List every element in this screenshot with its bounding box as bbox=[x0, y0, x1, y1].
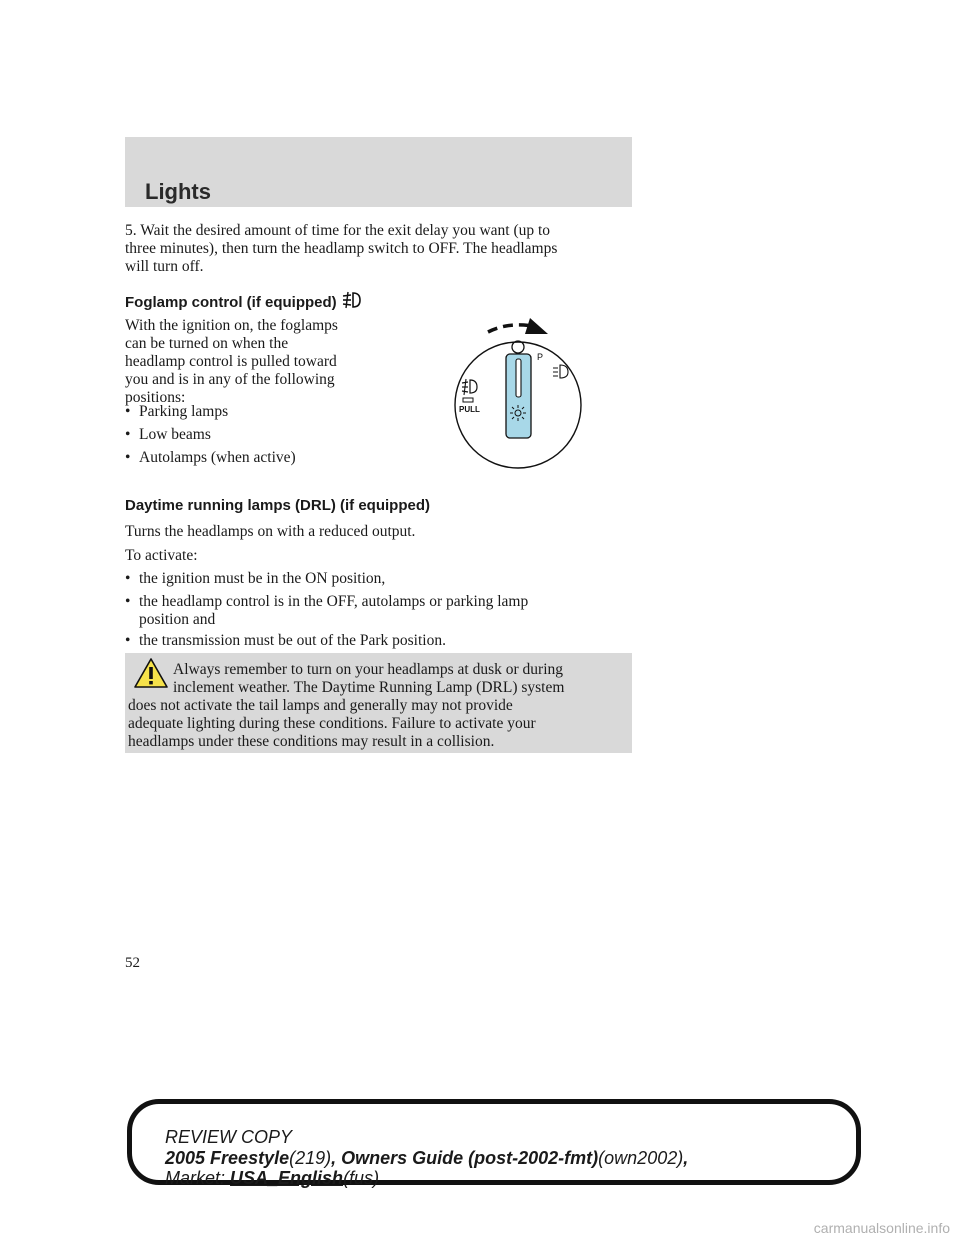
list-item-text: Autolamps (when active) bbox=[139, 449, 296, 466]
review-guide-code: (own2002) bbox=[598, 1148, 684, 1168]
warning-line: headlamps under these conditions may result in a collision. bbox=[128, 733, 495, 750]
list-item-continuation: position and bbox=[139, 611, 216, 628]
review-market-label: Market: bbox=[165, 1168, 226, 1188]
section-header bbox=[125, 137, 632, 207]
review-market: USA_English bbox=[230, 1168, 344, 1188]
bullet-dot: • bbox=[125, 426, 131, 443]
bullet-dot: • bbox=[125, 593, 131, 610]
foglamp-heading bbox=[125, 290, 363, 311]
warning-line: inclement weather. The Daytime Running Lamp (DRL) system bbox=[173, 679, 565, 696]
drl-intro: Turns the headlamps on with a reduced output. bbox=[125, 523, 416, 540]
drl-heading: Daytime running lamps (DRL) (if equipped) bbox=[125, 497, 431, 514]
review-title: REVIEW COPY bbox=[165, 1127, 293, 1147]
foglamp-line-5: positions: bbox=[125, 389, 186, 406]
review-model: 2005 Freestyle bbox=[165, 1148, 290, 1168]
step-5-line-3: will turn off. bbox=[125, 258, 204, 275]
rotation-arrow-icon bbox=[488, 318, 548, 334]
bullet-dot: • bbox=[125, 570, 131, 587]
knob-indicator bbox=[516, 359, 521, 397]
list-item-text: the ignition must be in the ON position, bbox=[139, 570, 386, 587]
drl-activate: To activate: bbox=[125, 547, 198, 564]
list-item-text: Parking lamps bbox=[139, 403, 229, 420]
parking-position-label: P bbox=[537, 352, 544, 362]
warning-text-2 bbox=[128, 697, 628, 751]
foglamp-line-1: With the ignition on, the foglamps bbox=[125, 317, 338, 334]
step-5-line-2: three minutes), then turn the headlamp switch to OFF. The headlamps bbox=[125, 240, 558, 257]
warning-line: Always remember to turn on your headlamps at dusk or during bbox=[173, 661, 563, 678]
watermark: carmanualsonline.info bbox=[813, 1220, 950, 1236]
review-comma: , bbox=[683, 1148, 689, 1168]
foglamp-line-2: can be turned on when the bbox=[125, 335, 289, 352]
bullet-dot: • bbox=[125, 632, 131, 649]
warning-line: does not activate the tail lamps and generally may not provide bbox=[128, 697, 513, 714]
page-number: 52 bbox=[125, 955, 140, 971]
list-item-text: the headlamp control is in the OFF, autolamps or parking lamp bbox=[139, 593, 529, 610]
bullet-dot: • bbox=[125, 403, 131, 420]
section-title: Lights bbox=[145, 179, 211, 204]
headlamp-control-figure bbox=[448, 318, 588, 473]
review-model-line bbox=[165, 1148, 688, 1168]
review-market-line bbox=[165, 1168, 379, 1188]
foglamp-icon bbox=[341, 290, 363, 310]
review-guide: , Owners Guide (post-2002-fmt) bbox=[331, 1148, 599, 1168]
list-item-text: the transmission must be out of the Park position. bbox=[139, 632, 446, 649]
warning-line: adequate lighting during these conditions. Failure to activate your bbox=[128, 715, 536, 732]
foglamp-heading-text: Foglamp control (if equipped) bbox=[125, 294, 337, 311]
warning-text-1 bbox=[173, 661, 564, 697]
warning-icon bbox=[133, 657, 169, 689]
review-market-code: (fus) bbox=[343, 1168, 380, 1188]
foglamp-line-4: you and is in any of the following bbox=[125, 371, 335, 388]
bullet-dot: • bbox=[125, 449, 131, 466]
warning-box bbox=[125, 653, 632, 753]
pull-label: PULL bbox=[459, 405, 480, 414]
review-model-code: (219) bbox=[289, 1148, 332, 1168]
foglamp-line-3: headlamp control is pulled toward bbox=[125, 353, 337, 370]
list-item-text: Low beams bbox=[139, 426, 211, 443]
step-5-line-1: 5. Wait the desired amount of time for the exit delay you want (up to bbox=[125, 222, 551, 239]
